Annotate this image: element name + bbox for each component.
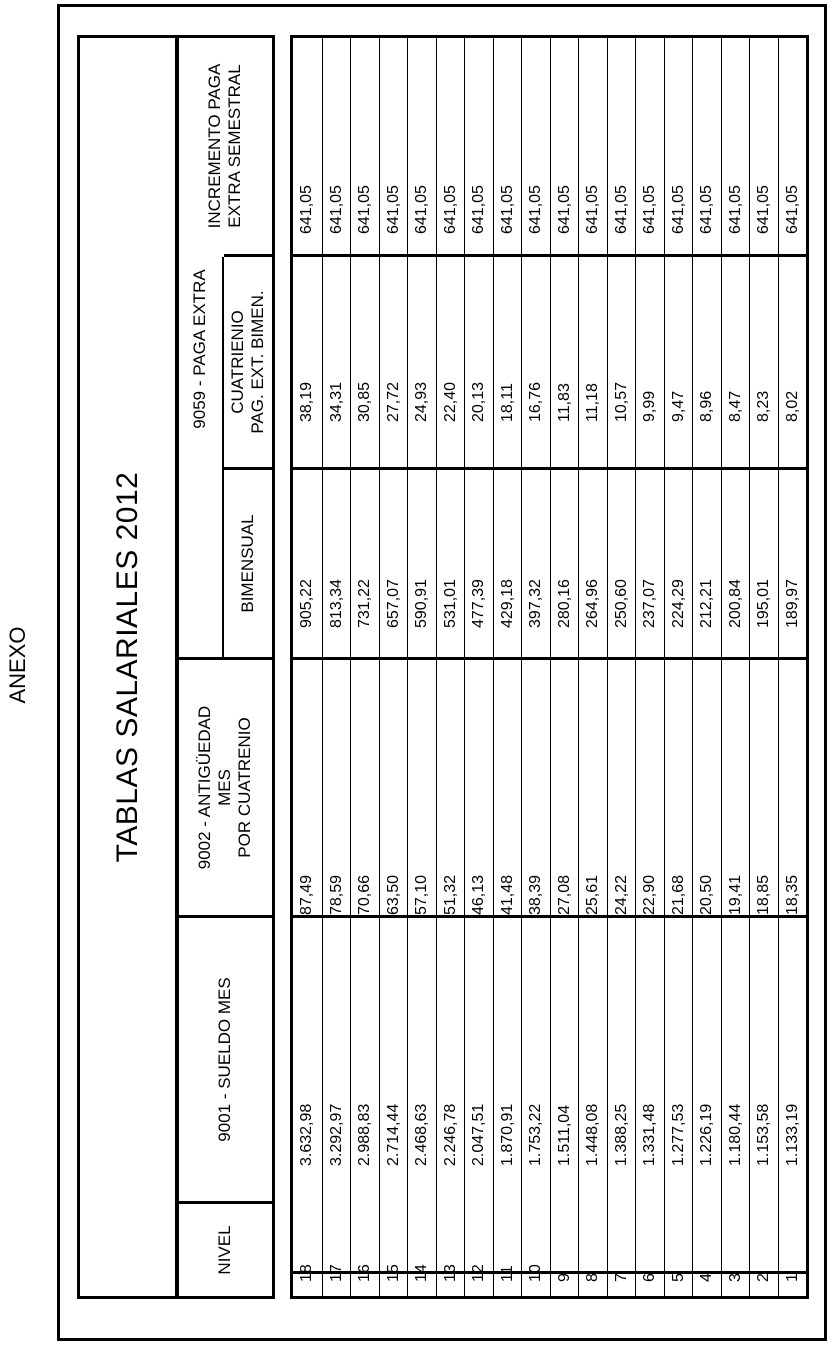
header-divider [224,254,272,257]
cell-sueldo-mes: 1.388,25 [612,1103,630,1166]
cell-nivel: 16 [356,1264,373,1282]
cell-cuatrienio: 34,31 [327,381,345,422]
cell-nivel: 17 [327,1264,345,1282]
cell-antiguedad: 46,13 [470,874,487,915]
header-incremento-line1: INCREMENTO PAGA [205,63,224,229]
page-title: TABLAS SALARIALES 2012 [111,471,144,863]
cell-incremento: 641,05 [470,185,487,234]
table-row [664,38,693,1296]
cell-incremento: 641,05 [498,185,516,234]
cell-cuatrienio: 18,11 [498,383,516,422]
header-nivel [178,1204,272,1296]
cell-incremento: 641,05 [612,185,630,234]
header-cuatrienio-line2: PAG. EXT. BIMEN. [248,290,267,434]
cell-antiguedad: 27,08 [555,874,573,915]
cell-incremento: 641,05 [413,185,430,234]
table-row [521,38,550,1296]
cell-nivel: 12 [470,1264,487,1282]
salary-table-sheet [57,4,827,1341]
cell-sueldo-mes: 3.292,97 [327,1103,345,1166]
cell-cuatrienio: 16,76 [527,381,544,422]
cell-bimensual: 429,18 [498,579,516,628]
cell-antiguedad: 18,35 [783,874,801,915]
cell-sueldo-mes: 2.047,51 [470,1103,487,1166]
header-divider [178,657,272,660]
cell-nivel: 7 [612,1273,630,1282]
table-row [635,38,664,1296]
cell-cuatrienio: 10,57 [612,381,630,422]
cell-sueldo-mes: 1.448,08 [584,1103,601,1166]
column-divider [293,1271,806,1274]
cell-bimensual: 224,29 [669,579,687,628]
header-divider [178,1201,272,1204]
cell-cuatrienio: 11,18 [584,383,601,422]
table-row [379,38,408,1296]
table-row [350,38,379,1296]
cell-antiguedad: 38,39 [527,874,544,915]
cell-cuatrienio: 20,13 [470,381,487,422]
cell-incremento: 641,05 [327,185,345,234]
table-row [721,38,750,1296]
cell-sueldo-mes: 1.870,91 [498,1103,516,1166]
cell-nivel: 13 [441,1264,459,1282]
table-row [578,38,607,1296]
cell-nivel: 4 [698,1273,715,1282]
header-cuatrienio-line1: CUATRIENIO [228,310,247,414]
header-paga-extra-label: 9059 - PAGA EXTRA [190,269,209,429]
cell-bimensual: 813,34 [327,579,345,628]
cell-cuatrienio: 9,99 [641,390,658,422]
cell-nivel: 10 [527,1264,544,1282]
cell-sueldo-mes: 1.277,53 [669,1103,687,1166]
header-bimensual-label: BIMENSUAL [238,514,257,613]
cell-sueldo-mes: 1.331,48 [641,1103,658,1166]
cell-incremento: 641,05 [783,185,801,234]
table-row [293,38,322,1296]
table-row [464,38,493,1296]
cell-incremento: 641,05 [356,185,373,234]
cell-antiguedad: 78,59 [327,874,345,915]
cell-bimensual: 195,01 [755,579,772,628]
cell-nivel: 2 [755,1273,772,1282]
cell-nivel: 1 [783,1273,801,1282]
header-incremento-line2: EXTRA SEMESTRAL [225,64,244,228]
header-cuatrienio [224,257,272,467]
cell-sueldo-mes: 3.632,98 [298,1103,315,1166]
cell-incremento: 641,05 [698,185,715,234]
header-antiguedad [178,660,272,915]
cell-incremento: 641,05 [527,185,544,234]
title-box [77,35,179,1299]
cell-cuatrienio: 8,23 [755,390,772,422]
cell-antiguedad: 19,41 [726,874,744,915]
table-row [778,38,807,1296]
cell-antiguedad: 51,32 [441,874,459,915]
cell-antiguedad: 18,85 [755,874,772,915]
cell-incremento: 641,05 [384,185,402,234]
cell-antiguedad: 24,22 [612,874,630,915]
cell-incremento: 641,05 [641,185,658,234]
cell-bimensual: 200,84 [726,579,744,628]
cell-cuatrienio: 27,72 [384,381,402,422]
column-divider [293,467,806,470]
cell-cuatrienio: 24,93 [413,381,430,422]
cell-incremento: 641,05 [555,185,573,234]
header-divider [178,915,272,918]
cell-bimensual: 531,01 [441,579,459,628]
cell-incremento: 641,05 [441,185,459,234]
header-bimensual [224,470,272,657]
cell-bimensual: 280,16 [555,579,573,628]
cell-bimensual: 264,96 [584,579,601,628]
cell-bimensual: 590,91 [413,579,430,628]
column-divider [293,254,806,257]
cell-sueldo-mes: 2.714,44 [384,1103,402,1166]
cell-bimensual: 250,60 [612,579,630,628]
header-sueldo-mes-label: 9001 - SUELDO MES [215,977,234,1142]
cell-bimensual: 212,21 [698,579,715,628]
cell-sueldo-mes: 2.988,83 [356,1103,373,1166]
cell-incremento: 641,05 [298,185,315,234]
cell-antiguedad: 41,48 [498,874,516,915]
cell-nivel: 6 [641,1273,658,1282]
cell-nivel: 11 [498,1265,516,1282]
header-antiguedad-line2: MES [215,769,234,806]
cell-incremento: 641,05 [755,185,772,234]
cell-bimensual: 657,07 [384,579,402,628]
column-divider [293,915,806,918]
cell-nivel: 3 [726,1273,744,1282]
header-sueldo-mes [178,918,272,1201]
cell-sueldo-mes: 2.468,63 [413,1103,430,1166]
cell-bimensual: 731,22 [356,579,373,628]
header-antiguedad-line1: 9002 - ANTIGÜEDAD [195,705,214,870]
cell-antiguedad: 25,61 [584,874,601,915]
cell-cuatrienio: 8,02 [783,390,801,422]
cell-antiguedad: 63,50 [384,874,402,915]
table-header [175,35,275,1299]
table-row [407,38,436,1296]
cell-cuatrienio: 11,83 [555,383,573,422]
cell-sueldo-mes: 1.133,19 [783,1103,801,1166]
table-row [692,38,721,1296]
cell-cuatrienio: 8,96 [698,390,715,422]
cell-incremento: 641,05 [726,185,744,234]
cell-antiguedad: 20,50 [698,874,715,915]
cell-nivel: 14 [413,1264,430,1282]
table-row [607,38,636,1296]
table-row [493,38,522,1296]
cell-cuatrienio: 22,40 [441,381,459,422]
table-body [290,35,809,1299]
cell-bimensual: 477,39 [470,579,487,628]
cell-nivel: 18 [298,1264,315,1282]
cell-cuatrienio: 38,19 [298,381,315,422]
cell-nivel: 8 [584,1273,601,1282]
header-nivel-label: NIVEL [215,1225,234,1275]
cell-bimensual: 397,32 [527,579,544,628]
cell-antiguedad: 21,68 [669,874,687,915]
header-divider [224,467,272,470]
cell-nivel: 9 [555,1273,573,1282]
cell-sueldo-mes: 2.246,78 [441,1103,459,1166]
cell-sueldo-mes: 1.753,22 [527,1103,544,1166]
cell-cuatrienio: 30,85 [356,381,373,422]
table-row [550,38,579,1296]
cell-antiguedad: 22,90 [641,874,658,915]
cell-antiguedad: 57,10 [413,874,430,915]
cell-sueldo-mes: 1.226,19 [698,1103,715,1166]
column-divider [293,657,806,660]
cell-antiguedad: 87,49 [298,874,315,915]
table-row [749,38,778,1296]
table-row [436,38,465,1296]
cell-sueldo-mes: 1.153,58 [755,1103,772,1166]
cell-sueldo-mes: 1.511,04 [555,1104,573,1166]
cell-bimensual: 237,07 [641,579,658,628]
cell-bimensual: 189,97 [783,579,801,628]
cell-nivel: 15 [384,1264,402,1282]
cell-incremento: 641,05 [584,185,601,234]
cell-antiguedad: 70,66 [356,874,373,915]
cell-cuatrienio: 9,47 [669,390,687,422]
cell-incremento: 641,05 [669,185,687,234]
cell-nivel: 5 [669,1273,687,1282]
cell-sueldo-mes: 1.180,44 [726,1103,744,1166]
annex-label: ANEXO [5,626,30,704]
cell-cuatrienio: 8,47 [726,390,744,422]
header-incremento [178,38,272,254]
cell-bimensual: 905,22 [298,579,315,628]
table-row [322,38,351,1296]
header-antiguedad-line3: POR CUATRENIO [235,717,254,858]
